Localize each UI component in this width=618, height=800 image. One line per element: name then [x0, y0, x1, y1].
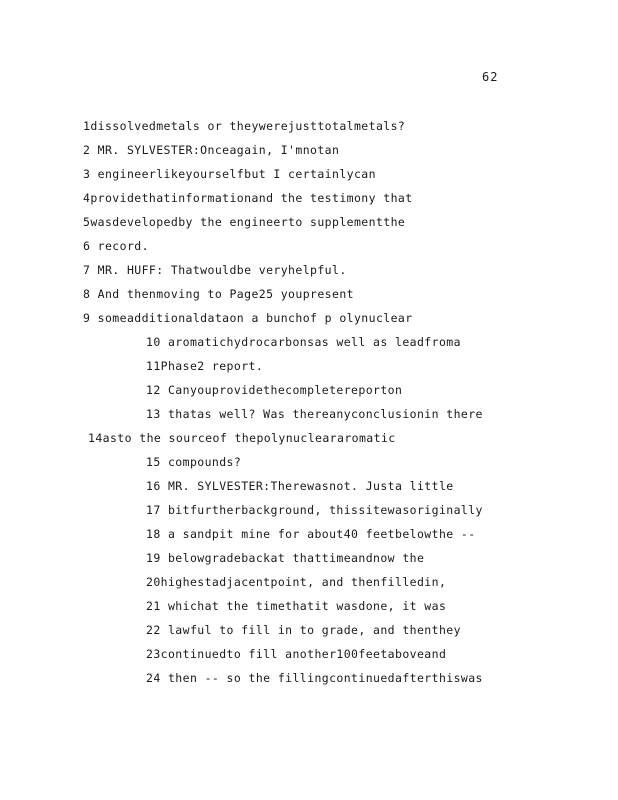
transcript-line: 14asto the sourceof thepolynucleararomatic [88, 431, 396, 445]
transcript-line: 16 MR. SYLVESTER:Therewasnot. Justa little [146, 479, 454, 493]
transcript-line: 24 then -- so the fillingcontinuedafterthiswas [146, 671, 483, 685]
transcript-line: 3 engineerlikeyourselfbut I certainlycan [83, 167, 376, 181]
transcript-line: 20highestadjacentpoint, and thenfilledin, [146, 575, 447, 589]
transcript-line: 22 lawful to fill in to grade, and thenthey [146, 623, 461, 637]
transcript-line: 8 And thenmoving to Page25 youpresent [83, 287, 354, 301]
page-number: 62 [482, 70, 499, 84]
transcript-line: 18 a sandpit mine for about40 feetbelowthe -- [146, 527, 476, 541]
transcript-line: 19 belowgradebackat thattimeandnow the [146, 551, 425, 565]
transcript-line: 11Phase2 report. [146, 359, 264, 373]
transcript-line: 4providethatinformationand the testimony that [83, 191, 413, 205]
transcript-line: 7 MR. HUFF: Thatwouldbe veryhelpful. [83, 263, 347, 277]
transcript-line: 23continuedto fill another100feetaboveand [146, 647, 447, 661]
transcript-line: 10 aromatichydrocarbonsas well as leadfroma [146, 335, 461, 349]
transcript-line: 2 MR. SYLVESTER:Onceagain, I'mnotan [83, 143, 340, 157]
transcript-line: 13 thatas well? Was thereanyconclusionin there [146, 407, 483, 421]
transcript-line: 9 someadditionaldataon a bunchof p olynuclear [83, 311, 413, 325]
transcript-line: 5wasdevelopedby the engineerto supplementthe [83, 215, 406, 229]
transcript-line: 17 bitfurtherbackground, thissitewasoriginally [146, 503, 483, 517]
transcript-line: 15 compounds? [146, 455, 242, 469]
transcript-line: 12 Canyouprovidethecompletereporton [146, 383, 403, 397]
transcript-line: 1dissolvedmetals or theywerejusttotalmetals? [83, 119, 406, 133]
transcript-line: 6 record. [83, 239, 149, 253]
transcript-line: 21 whichat the timethatit wasdone, it was [146, 599, 447, 613]
